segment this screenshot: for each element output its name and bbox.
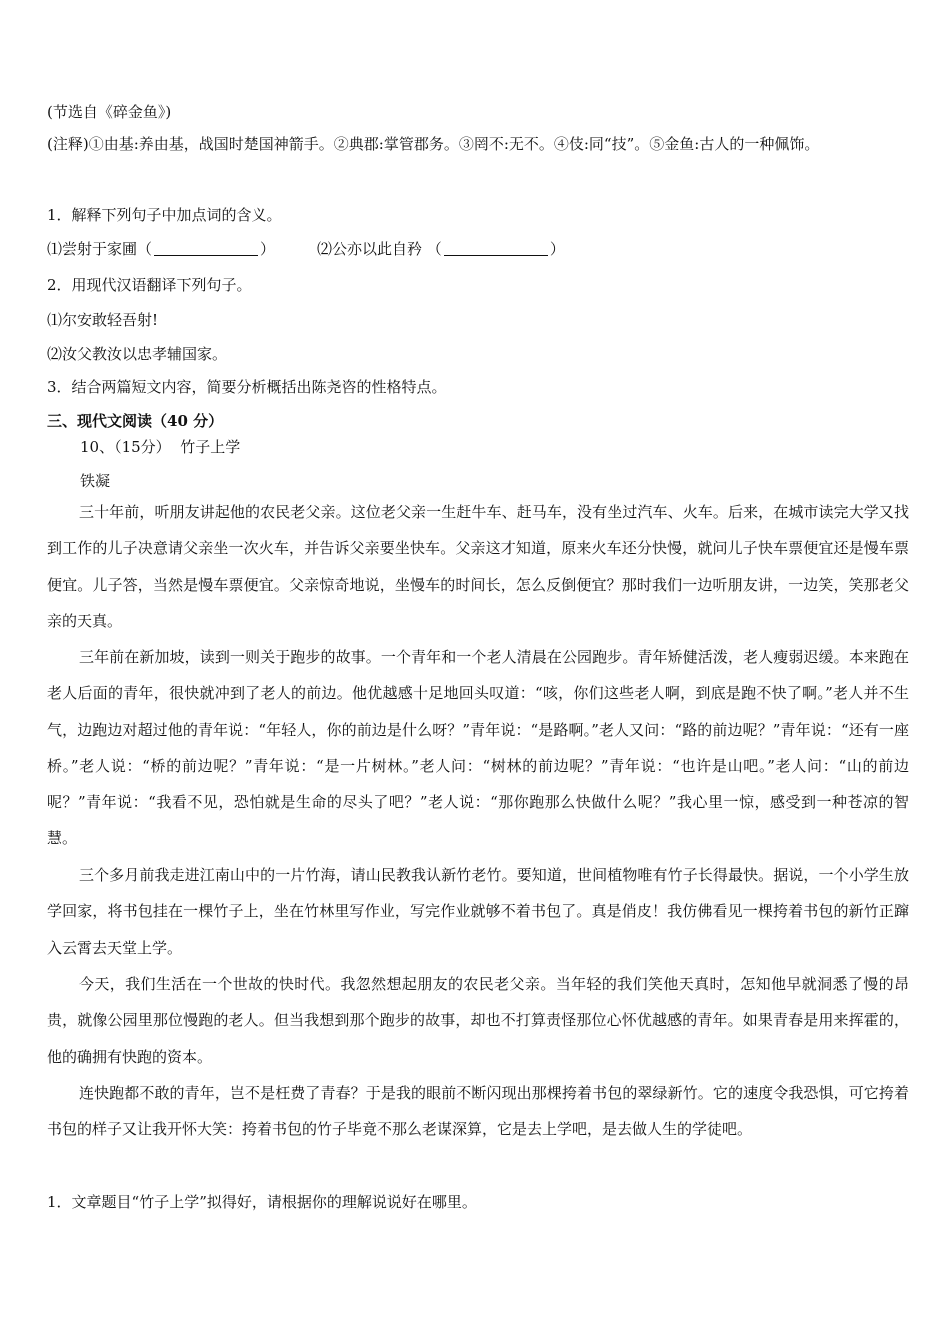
- article-paragraph-1: 三十年前，听朋友讲起他的农民老父亲。这位老父亲一生赶牛车、赶马车，没有坐过汽车、火车。后来，在城市读完大学又找到工作的儿子决意请父亲坐一次火车，并告诉父亲要坐快车。父亲这才知道，原来火车还分快慢，就问儿子快车票便宜还是慢车票便宜。儿子答，当然是慢车票便宜。父亲惊奇地说，坐慢车的时间长，怎么反倒便宜？那时我们一边听朋友讲，一边笑，笑那老父亲的天真。: [47, 503, 909, 630]
- question-2-item-1: ⑴尔安敢轻吾射!: [47, 311, 159, 329]
- article-paragraph-2: 三年前在新加坡，读到一则关于跑步的故事。一个青年和一个老人清晨在公园跑步。青年矫健活泼，老人瘦弱迟缓。本来跑在老人后面的青年，很快就冲到了老人的前边。他优越感十足地回头叹道：“咳，你们这些老人啊，到底是跑不快了啊。”老人并不生气，边跑边对超过他的青年说：“年轻人，你的前边是什么呀？”青年说：“是路啊。”老人又问：“路的前边呢？”青年说：“还有一座桥。”老人说：“桥的前边呢？”青年说：“是一片树林。”老人问：“树林的前边呢？”青年说：“也许是山吧。”老人问：“山的前边呢？”青年说：“我看不见，恐怕就是生命的尽头了吧？”老人说：“那你跑那么快做什么呢？”我心里一惊，感受到一种苍凉的智慧。: [47, 648, 909, 848]
- article-author: 铁凝: [80, 472, 111, 490]
- source-citation: (节选自《碎金鱼》): [47, 103, 172, 121]
- article-paragraph-5: 连快跑都不敢的青年，岂不是枉费了青春？于是我的眼前不断闪现出那棵挎着书包的翠绿新竹。它的速度令我恐惧，可它挎着书包的样子又让我开怀大笑：挎着书包的竹子毕竟不那么老谋深算，它是去上学吧，是去做人生的学徒吧。: [47, 1084, 909, 1139]
- article-paragraph-4: 今天，我们生活在一个世故的快时代。我忽然想起朋友的农民老父亲。当年轻的我们笑他天真时，怎知他早就洞悉了慢的昂贵，就像公园里那位慢跑的老人。但当我想到那个跑步的故事，却也不打算责怪那位心怀优越感的青年。如果青春是用来挥霍的，他的确拥有快跑的资本。: [47, 975, 909, 1066]
- question-10-line: 10、（15分） 竹子上学: [80, 438, 241, 456]
- answer-blank-1[interactable]: [154, 241, 258, 256]
- section-3-heading: 三、现代文阅读（40 分）: [47, 412, 224, 430]
- annotation-notes: (注释)①由基:养由基，战国时楚国神箭手。②典郡:掌管郡务。③罔不:无不。④伎:同“技”。⑤金鱼:古人的一种佩饰。: [47, 135, 820, 153]
- question-1-items: [47, 238, 565, 260]
- question-2-title: 2．用现代汉语翻译下列句子。: [47, 276, 252, 294]
- q1-item2-text: ⑵公亦以此自矜 （: [317, 240, 442, 258]
- answer-blank-2[interactable]: [444, 241, 548, 256]
- q1-item2-close: ）: [549, 240, 565, 258]
- q1-item1-text: ⑴尝射于家圃（: [47, 240, 153, 258]
- article-paragraph-3: 三个多月前我走进江南山中的一片竹海，请山民教我认新竹老竹。要知道，世间植物唯有竹子长得最快。据说，一个小学生放学回家，将书包挂在一棵竹子上，坐在竹林里写作业，写完作业就够不着书包了。真是俏皮！我仿佛看见一棵挎着书包的新竹正蹿入云霄去天堂上学。: [47, 866, 909, 957]
- question-3-title: 3．结合两篇短文内容，简要分析概括出陈尧咨的性格特点。: [47, 378, 447, 396]
- question-1-title: 1．解释下列句子中加点词的含义。: [47, 206, 282, 224]
- question-2-item-2: ⑵汝父教汝以忠孝辅国家。: [47, 345, 228, 363]
- q1-item1-close: ）: [260, 240, 276, 258]
- question-10-1: 1．文章题目“竹子上学”拟得好，请根据你的理解说说好在哪里。: [47, 1193, 477, 1211]
